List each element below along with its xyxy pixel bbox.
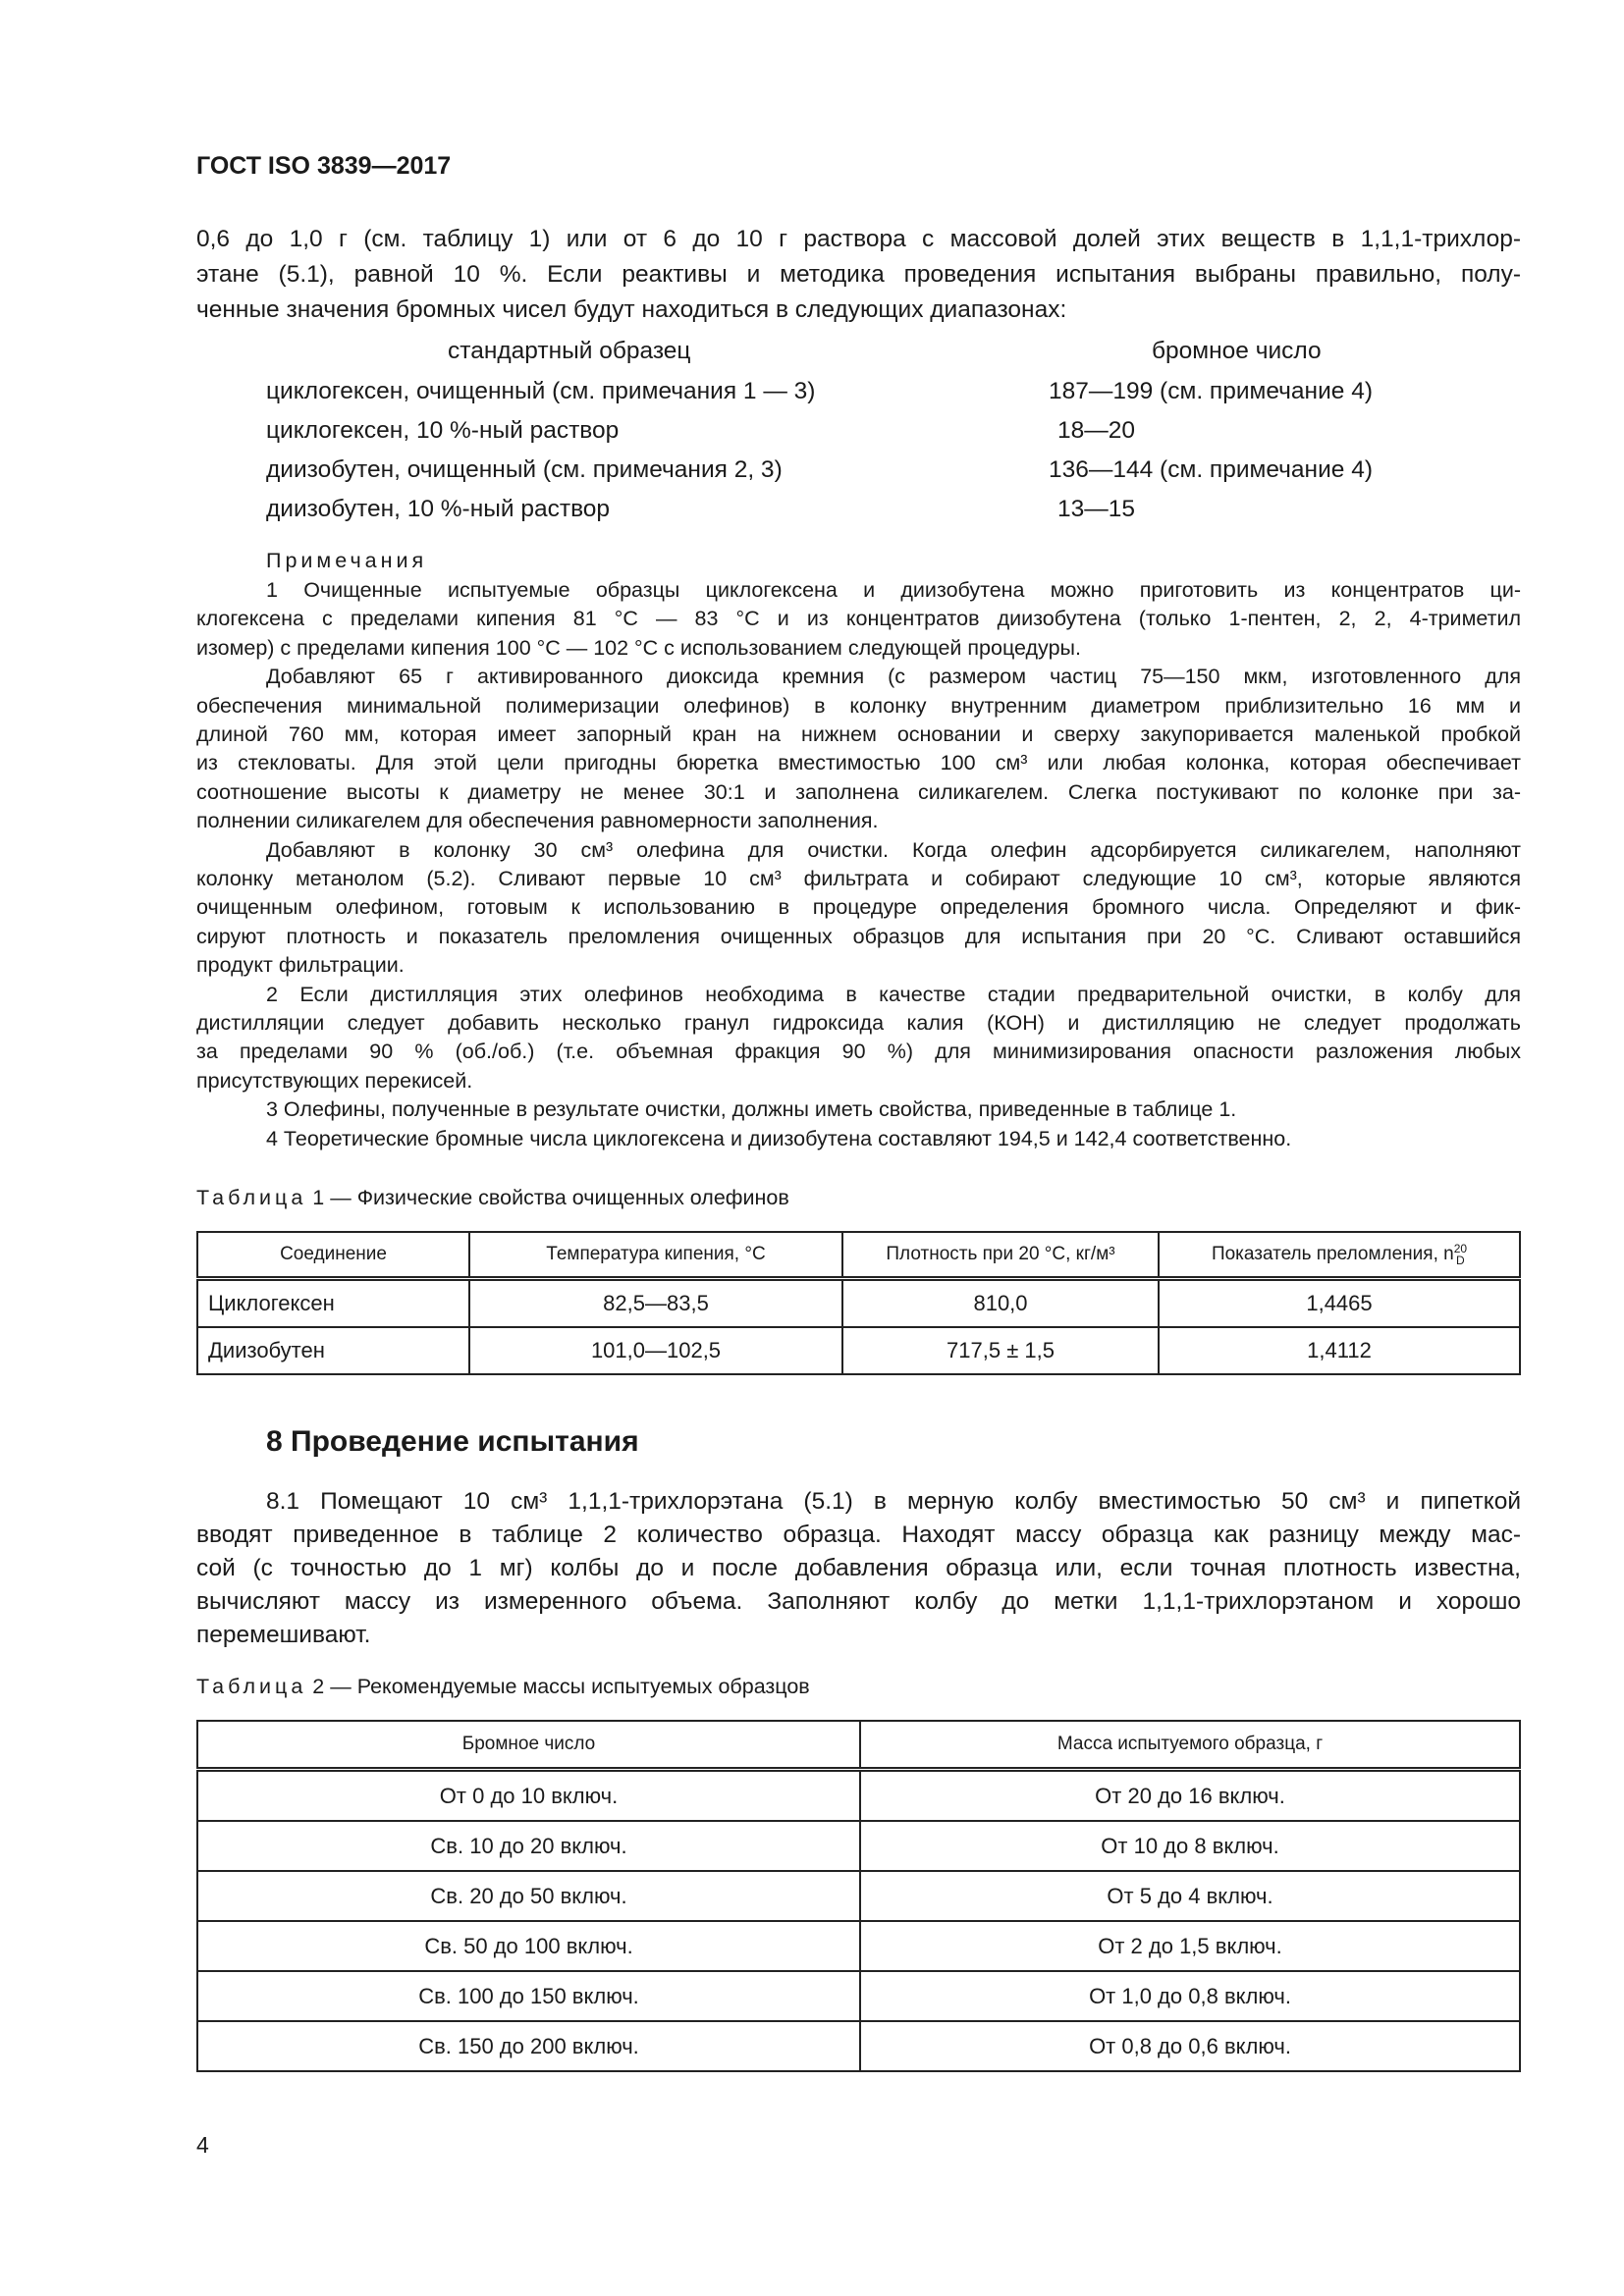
cell: 717,5 ± 1,5 — [842, 1327, 1159, 1374]
table-row — [197, 1921, 1520, 1971]
cell: От 10 до 8 включ. — [860, 1821, 1520, 1871]
cell: Св. 10 до 20 включ. — [197, 1821, 860, 1871]
cell: Циклогексен — [197, 1279, 469, 1328]
cell: 1,4465 — [1159, 1279, 1520, 1328]
column-header: Бромное число — [197, 1721, 860, 1770]
cell: Св. 50 до 100 включ. — [197, 1921, 860, 1971]
table2-caption — [196, 1675, 810, 1699]
cell: От 20 до 16 включ. — [860, 1770, 1520, 1822]
page-number: 4 — [196, 2132, 209, 2158]
caption-text: 1 — Физические свойства очищенных олефинов — [312, 1186, 789, 1209]
note-line: клогексена с пределами кипения 81 °С — 83 °С и из концентратов диизобутена (только 1-пентен, 2, 2, 4-триметил — [196, 607, 1521, 631]
note-line: обеспечения минимальной полимеризации олефинов) в колонку внутренним диаметром приблизительно 16 мм и — [196, 693, 1521, 718]
cell: 810,0 — [842, 1279, 1159, 1328]
cell: Св. 150 до 200 включ. — [197, 2021, 860, 2071]
note-line: из стекловаты. Для этой цели пригодны бюретка вместимостью 100 см³ или любая колонка, которая обеспечивает — [196, 751, 1521, 775]
superscript: 20 — [1453, 1242, 1468, 1255]
table1-caption — [196, 1186, 789, 1210]
text-line: 0,6 до 1,0 г (см. таблицу 1) или от 6 до 10 г раствора с массовой долей этих веществ в 1,1,1-трихлор- — [196, 226, 1521, 252]
table-row — [197, 1279, 1520, 1328]
column-header: Соединение — [197, 1232, 469, 1279]
column-header: Температура кипения, °С — [469, 1232, 842, 1279]
note-line: колонку метанолом (5.2). Сливают первые 10 см³ фильтрата и собирают следующие 10 см³, которые являются — [196, 867, 1521, 890]
text-line: этане (5.1), равной 10 %. Если реактивы и методика проведения испытания выбраны правильно, полу- — [196, 261, 1521, 288]
cell: 1,4112 — [1159, 1327, 1520, 1374]
note-line: продукт фильтрации. — [196, 953, 405, 978]
notes-title: Примечания — [266, 549, 428, 572]
sample-name: диизобутен, 10 %-ный раствор — [266, 496, 611, 522]
table-row — [197, 1821, 1520, 1871]
column-header: Плотность при 20 °С, кг/м³ — [842, 1232, 1159, 1279]
text-line: сой (с точностью до 1 мг) колбы до и после добавления образца или, если точная плотность известна, — [196, 1555, 1521, 1581]
cell: 82,5—83,5 — [469, 1279, 842, 1328]
cell: 101,0—102,5 — [469, 1327, 842, 1374]
table-row — [197, 2021, 1520, 2071]
note-line: сируют плотность и показатель преломления очищенных образцов для испытания при 20 °С. Сливают оставшийся — [196, 924, 1521, 948]
note-line: Добавляют 65 г активированного диоксида кремния (с размером частиц 75—150 мкм, изготовленного для — [266, 665, 1521, 689]
table-row — [197, 1871, 1520, 1921]
caption-label: Таблица — [196, 1186, 307, 1209]
sample-value: 18—20 — [1057, 417, 1136, 444]
note-line: 2 Если дистилляция этих олефинов необходима в качестве стадии предварительной очистки, в колбу для — [266, 982, 1521, 1006]
cell: От 0,8 до 0,6 включ. — [860, 2021, 1520, 2071]
sample-name: циклогексен, очищенный (см. примечания 1 — 3) — [266, 378, 816, 404]
bromine-col-header: бромное число — [1152, 338, 1322, 364]
sample-col-header: стандартный образец — [448, 338, 691, 364]
column-header — [1159, 1232, 1520, 1279]
note-line: очищенным олефином, готовым к использованию в процедуре определения бромного числа. Определяют и фик- — [196, 895, 1521, 920]
note-line: длиной 760 мм, которая имеет запорный кран на нижнем основании и сверху закупоривается маленькой пробкой — [196, 722, 1521, 746]
cell: От 1,0 до 0,8 включ. — [860, 1971, 1520, 2021]
caption-text: 2 — Рекомендуемые массы испытуемых образцов — [312, 1675, 810, 1698]
column-header: Масса испытуемого образца, г — [860, 1721, 1520, 1770]
cell: От 5 до 4 включ. — [860, 1871, 1520, 1921]
cell: Св. 100 до 150 включ. — [197, 1971, 860, 2021]
note-line: 4 Теоретические бромные числа циклогексена и диизобутена составляют 194,5 и 142,4 соответственно. — [266, 1126, 1292, 1150]
cell: От 0 до 10 включ. — [197, 1770, 860, 1822]
cell: Диизобутен — [197, 1327, 469, 1374]
note-line: дистилляции следует добавить несколько гранул гидроксида калия (КОН) и дистилляцию не следует продолжать — [196, 1011, 1521, 1035]
sample-name: циклогексен, 10 %-ный раствор — [266, 417, 620, 444]
table-sample-masses — [196, 1720, 1521, 2072]
subscript: D — [1456, 1254, 1465, 1267]
note-line: присутствующих перекисей. — [196, 1068, 473, 1093]
note-line: соотношение высоты к диаметру не менее 30:1 и заполнена силикагелем. Слегка постукивают по колонке при за- — [196, 779, 1521, 804]
text-line: перемешивают. — [196, 1622, 371, 1648]
sample-value: 187—199 (см. примечание 4) — [1049, 378, 1373, 404]
table-olefin-properties — [196, 1231, 1521, 1375]
header-text: Показатель преломления, n — [1211, 1244, 1454, 1265]
text-line: 8.1 Помещают 10 см³ 1,1,1-трихлорэтана (5.1) в мерную колбу вместимостью 50 см³ и пипеткой — [266, 1488, 1521, 1515]
note-line: за пределами 90 % (об./об.) (т.е. объемная фракция 90 %) для минимизирования опасности разложения любых — [196, 1040, 1521, 1064]
text-line: ченные значения бромных чисел будут находиться в следующих диапазонах: — [196, 296, 1067, 323]
text-line: вычисляют массу из измеренного объема. Заполняют колбу до метки 1,1,1-трихлорэтаном и хорошо — [196, 1588, 1521, 1615]
sample-value: 13—15 — [1057, 496, 1136, 522]
table-row — [197, 1971, 1520, 2021]
sample-value: 136—144 (см. примечание 4) — [1049, 456, 1373, 483]
caption-label: Таблица — [196, 1675, 307, 1698]
note-line: полнении силикагелем для обеспечения равномерности заполнения. — [196, 809, 879, 833]
document-header: ГОСТ ISO 3839—2017 — [196, 152, 452, 180]
cell: От 2 до 1,5 включ. — [860, 1921, 1520, 1971]
note-line: 3 Олефины, полученные в результате очистки, должны иметь свойства, приведенные в таблице 1. — [266, 1097, 1237, 1122]
note-line: Добавляют в колонку 30 см³ олефина для очистки. Когда олефин адсорбируется силикагелем, наполняют — [266, 837, 1521, 862]
note-line: изомер) с пределами кипения 100 °С — 102 °С с использованием следующей процедуры. — [196, 635, 1081, 660]
table-row — [197, 1327, 1520, 1374]
note-line: 1 Очищенные испытуемые образцы циклогексена и диизобутена можно приготовить из концентратов ци- — [266, 578, 1521, 602]
section-heading: 8 Проведение испытания — [266, 1425, 639, 1458]
table-row — [197, 1770, 1520, 1822]
text-line: вводят приведенное в таблице 2 количество образца. Находят массу образца как разницу между мас- — [196, 1522, 1521, 1548]
sample-name: диизобутен, очищенный (см. примечания 2, 3) — [266, 456, 783, 483]
cell: Св. 20 до 50 включ. — [197, 1871, 860, 1921]
